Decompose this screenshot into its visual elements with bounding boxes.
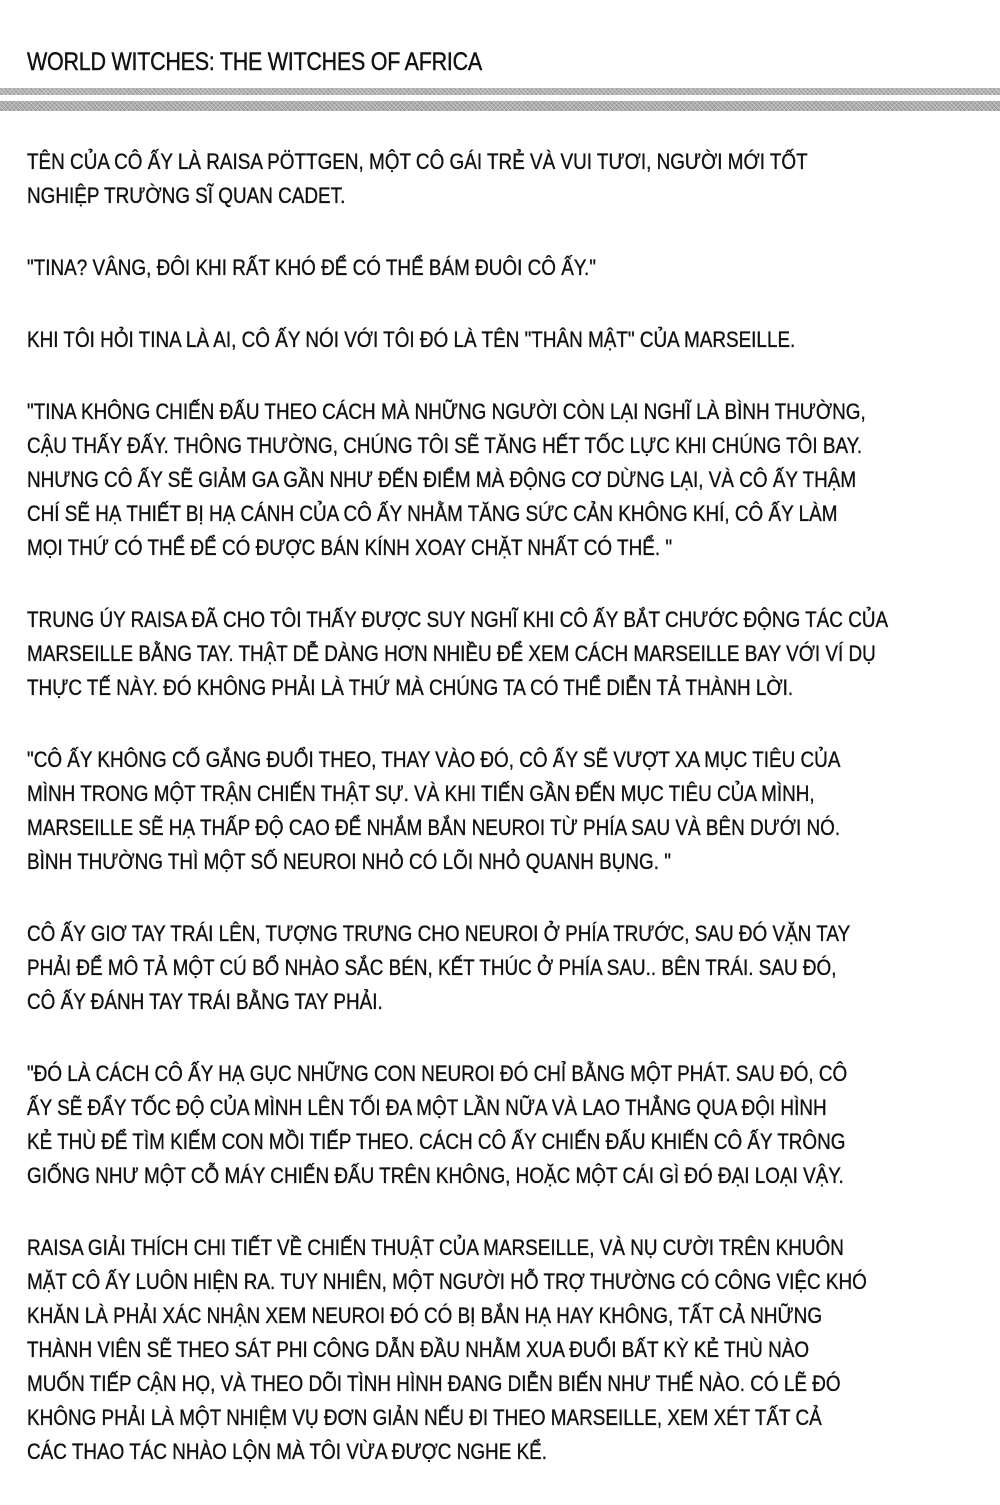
text-line: MÌNH TRONG MỘT TRẬN CHIẾN THẬT SỰ. VÀ KHI TIẾN GẦN ĐẾN MỤC TIÊU CỦA MÌNH, xyxy=(27,781,815,806)
text-line: CÁC THAO TÁC NHÀO LỘN MÀ TÔI VỪA ĐƯỢC NGHE KỂ. xyxy=(27,1439,548,1464)
text-line: MARSEILLE BẰNG TAY. THẬT DỄ DÀNG HƠN NHIỀU ĐỂ XEM CÁCH MARSEILLE BAY VỚI VÍ DỤ xyxy=(27,641,876,666)
header-divider-thin xyxy=(0,88,1000,95)
text-line: "TINA? VÂNG, ĐÔI KHI RẤT KHÓ ĐỂ CÓ THỂ BÁM ĐUÔI CÔ ẤY." xyxy=(27,255,596,280)
paragraph xyxy=(27,1057,848,1193)
text-line: "CÔ ẤY KHÔNG CỐ GẮNG ĐUỔI THEO, THAY VÀO ĐÓ, CÔ ẤY SẼ VƯỢT XA MỤC TIÊU CỦA xyxy=(27,747,841,772)
text-line: NHƯNG CÔ ẤY SẼ GIẢM GA GẦN NHƯ ĐẾN ĐIỂM MÀ ĐỘNG CƠ DỪNG LẠI, VÀ CÔ ẤY THẬM xyxy=(27,467,857,492)
text-line: "ĐÓ LÀ CÁCH CÔ ẤY HẠ GỤC NHỮNG CON NEUROI ĐÓ CHỈ BẰNG MỘT PHÁT. SAU ĐÓ, CÔ xyxy=(27,1061,848,1086)
text-line: TRUNG ÚY RAISA ĐÃ CHO TÔI THẤY ĐƯỢC SUY NGHĨ KHI CÔ ẤY BẮT CHƯỚC ĐỘNG TÁC CỦA xyxy=(27,607,889,632)
paragraph xyxy=(27,743,841,879)
text-line: "TINA KHÔNG CHIẾN ĐẤU THEO CÁCH MÀ NHỮNG NGƯỜI CÒN LẠI NGHĨ LÀ BÌNH THƯỜNG, xyxy=(27,399,866,424)
text-line: MỌI THỨ CÓ THỂ ĐỂ CÓ ĐƯỢC BÁN KÍNH XOAY CHẶT NHẤT CÓ THỂ. " xyxy=(27,535,673,560)
text-line: KHĂN LÀ PHẢI XÁC NHẬN XEM NEUROI ĐÓ CÓ BỊ BẮN HẠ HAY KHÔNG, TẤT CẢ NHỮNG xyxy=(27,1303,823,1328)
text-line: MARSEILLE SẼ HẠ THẤP ĐỘ CAO ĐỂ NHẮM BẮN NEUROI TỪ PHÍA SAU VÀ BÊN DƯỚI NÓ. xyxy=(27,815,841,840)
paragraph xyxy=(27,395,866,565)
text-line: MUỐN TIẾP CẬN HỌ, VÀ THEO DÕI TÌNH HÌNH ĐANG DIỄN BIẾN NHƯ THẾ NÀO. CÓ LẼ ĐÓ xyxy=(27,1371,841,1396)
text-line: CHÍ SẼ HẠ THIẾT BỊ HẠ CÁNH CỦA CÔ ẤY NHẰM TĂNG SỨC CẢN KHÔNG KHÍ, CÔ ẤY LÀM xyxy=(27,501,838,526)
page-header xyxy=(0,0,1000,120)
paragraph xyxy=(27,145,833,213)
text-line: GIỐNG NHƯ MỘT CỖ MÁY CHIẾN ĐẤU TRÊN KHÔNG, HOẶC MỘT CÁI GÌ ĐÓ ĐẠI LOẠI VẬY. xyxy=(27,1163,844,1188)
text-line: KHÔNG PHẢI LÀ MỘT NHIỆM VỤ ĐƠN GIẢN NẾU ĐI THEO MARSEILLE, XEM XÉT TẤT CẢ xyxy=(27,1405,822,1430)
paragraph xyxy=(27,603,889,705)
text-line: ẤY SẼ ĐẨY TỐC ĐỘ CỦA MÌNH LÊN TỐI ĐA MỘT LẦN NỮA VÀ LAO THẲNG QUA ĐỘI HÌNH xyxy=(27,1095,827,1120)
text-line: CÔ ẤY ĐÁNH TAY TRÁI BẰNG TAY PHẢI. xyxy=(27,989,383,1014)
text-line: MẶT CÔ ẤY LUÔN HIỆN RA. TUY NHIÊN, MỘT NGƯỜI HỖ TRỢ THƯỜNG CÓ CÔNG VIỆC KHÓ xyxy=(27,1269,867,1294)
text-line: TÊN CỦA CÔ ẤY LÀ RAISA PÖTTGEN, MỘT CÔ GÁI TRẺ VÀ VUI TƯƠI, NGƯỜI MỚI TỐT xyxy=(27,149,808,174)
text-line: CẬU THẤY ĐẤY. THÔNG THƯỜNG, CHÚNG TÔI SẼ TĂNG HẾT TỐC LỰC KHI CHÚNG TÔI BAY. xyxy=(27,433,863,458)
paragraph xyxy=(27,251,833,285)
text-line: BÌNH THƯỜNG THÌ MỘT SỐ NEUROI NHỎ CÓ LÕI NHỎ QUANH BỤNG. " xyxy=(27,849,671,874)
text-line: KẺ THÙ ĐỂ TÌM KIẾM CON MỒI TIẾP THEO. CÁCH CÔ ẤY CHIẾN ĐẤU KHIẾN CÔ ẤY TRÔNG xyxy=(27,1129,846,1154)
header-divider-thick xyxy=(0,101,1000,111)
page-title: WORLD WITCHES: THE WITCHES OF AFRICA xyxy=(27,48,482,76)
text-line: PHẢI ĐỂ MÔ TẢ MỘT CÚ BỔ NHÀO SẮC BÉN, KẾT THÚC Ở PHÍA SAU.. BÊN TRÁI. SAU ĐÓ, xyxy=(27,955,837,980)
text-line: RAISA GIẢI THÍCH CHI TIẾT VỀ CHIẾN THUẬT CỦA MARSEILLE, VÀ NỤ CƯỜI TRÊN KHUÔN xyxy=(27,1235,844,1260)
text-line: KHI TÔI HỎI TINA LÀ AI, CÔ ẤY NÓI VỚI TÔI ĐÓ LÀ TÊN "THÂN MẬT" CỦA MARSEILLE. xyxy=(27,327,796,352)
paragraph xyxy=(27,1231,867,1469)
text-line: THỰC TẾ NÀY. ĐÓ KHÔNG PHẢI LÀ THỨ MÀ CHÚNG TA CÓ THỂ DIỄN TẢ THÀNH LỜI. xyxy=(27,675,794,700)
paragraph xyxy=(27,323,833,357)
text-line: CÔ ẤY GIƠ TAY TRÁI LÊN, TƯỢNG TRƯNG CHO NEUROI Ở PHÍA TRƯỚC, SAU ĐÓ VẶN TAY xyxy=(27,921,851,946)
article-body xyxy=(27,145,987,1469)
text-line: THÀNH VIÊN SẼ THEO SÁT PHI CÔNG DẪN ĐẦU NHẰM XUA ĐUỔI BẤT KỲ KẺ THÙ NÀO xyxy=(27,1337,810,1362)
paragraph xyxy=(27,917,851,1019)
text-line: NGHIỆP TRƯỜNG SĨ QUAN CADET. xyxy=(27,183,346,208)
